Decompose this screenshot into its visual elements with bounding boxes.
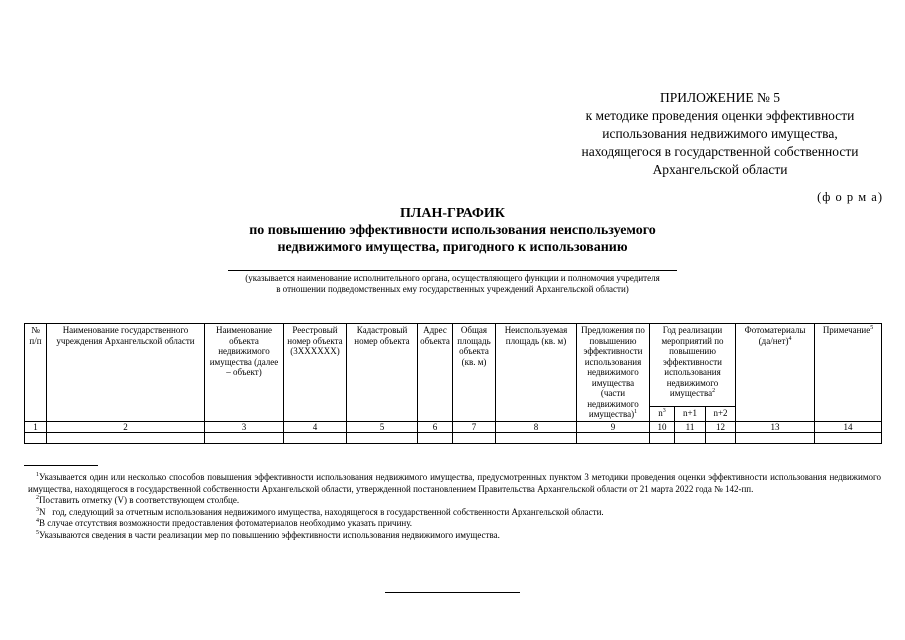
column-number-row: [25, 421, 882, 432]
appendix-line: Архангельской области: [652, 162, 788, 177]
column-number: 7: [453, 421, 496, 432]
footnote-1: $^1$Указывается один или несколько способов повышения эффективности использования недвижимого имущества, предусмотренных пунктом 3 методики проведения оценки эффективности использования недвижимого имущества, находящегося в государственной собственности Архангельской области, утвержденной постановлением Правительства Архангельской области от 21 марта 2022 года № 142-пп.: [28, 472, 881, 494]
empty-cell[interactable]: [284, 432, 347, 443]
table-row: [25, 432, 882, 443]
header-implementation-year: Год реализации мероприятий по повышению эффективности использования недвижимого имущества$^2$: [650, 324, 736, 407]
empty-cell[interactable]: [496, 432, 577, 443]
empty-cell[interactable]: [347, 432, 418, 443]
appendix-line: к методике проведения оценки эффективности: [585, 108, 855, 123]
org-caption-line: в отношении подведомственных ему государственных учреждений Архангельской области): [276, 284, 629, 294]
bottom-separator: [385, 592, 520, 593]
header-registry-number: Реестровый номер объекта (3ХХХХХХ): [284, 324, 347, 422]
footnotes: [28, 472, 881, 541]
header-institution: Наименование государственного учреждения Архангельской области: [47, 324, 205, 422]
column-number: 8: [496, 421, 577, 432]
org-caption-line: (указывается наименование исполнительного органа, осуществляющего функции и полномочия учредителя: [245, 273, 660, 283]
appendix-block: [520, 89, 905, 179]
column-number: 2: [47, 421, 205, 432]
column-number: 6: [418, 421, 453, 432]
column-number: 14: [815, 421, 882, 432]
column-number: 10: [650, 421, 675, 432]
footnote-separator: [24, 465, 98, 466]
footnote-4: $^4$В случае отсутствия возможности предоставления фотоматериалов необходимо указать причину.: [36, 518, 413, 528]
header-year-n2: n+2: [706, 406, 736, 421]
header-number: № п/п: [25, 324, 47, 422]
empty-cell[interactable]: [650, 432, 675, 443]
column-number: 13: [736, 421, 815, 432]
header-object-name: Наименование объекта недвижимого имущества (далее – объект): [205, 324, 284, 422]
empty-cell[interactable]: [205, 432, 284, 443]
empty-cell[interactable]: [675, 432, 706, 443]
header-unused-area: Неиспользуемая площадь (кв. м): [496, 324, 577, 422]
header-note: Примечание$^5$: [815, 324, 882, 422]
title-line: недвижимого имущества, пригодного к использованию: [277, 240, 628, 255]
appendix-line: находящегося в государственной собственности: [581, 144, 859, 159]
header-total-area: Общая площадь объекта (кв. м): [453, 324, 496, 422]
plan-table: [24, 323, 882, 444]
empty-cell[interactable]: [577, 432, 650, 443]
form-note: (ф о р м а): [817, 190, 883, 204]
title-line: ПЛАН-ГРАФИК: [400, 206, 505, 221]
header-proposals: Предложения по повышению эффективности использования недвижимого имущества (части недвижимого имущества)$^1$: [577, 324, 650, 422]
title-line: по повышению эффективности использования неиспользуемого: [249, 223, 656, 238]
column-number: 9: [577, 421, 650, 432]
footnote-5: $^5$Указываются сведения в части реализации мер по повышению эффективности использования недвижимого имущества.: [36, 529, 500, 540]
footnote-3: $^3$N год, следующий за отчетным использования недвижимого имущества, находящегося в государственной собственности Архангельской области.: [36, 506, 604, 517]
org-name-fill-line: [228, 270, 677, 271]
footnote-2: $^2$Поставить отметку (V) в соответствующем столбце.: [36, 495, 240, 505]
header-cadastral-number: Кадастровый номер объекта: [347, 324, 418, 422]
column-number: 11: [675, 421, 706, 432]
header-year-n1: n+1: [675, 406, 706, 421]
table-header-row: [25, 324, 882, 407]
column-number: 5: [347, 421, 418, 432]
column-number: 4: [284, 421, 347, 432]
column-number: 1: [25, 421, 47, 432]
empty-cell[interactable]: [815, 432, 882, 443]
header-photos: Фотоматериалы $(да/нет)^4$: [736, 324, 815, 422]
org-caption: [200, 273, 705, 295]
appendix-title: ПРИЛОЖЕНИЕ № 5: [659, 90, 781, 105]
empty-cell[interactable]: [736, 432, 815, 443]
document-title: [0, 205, 905, 256]
empty-cell[interactable]: [706, 432, 736, 443]
empty-cell[interactable]: [418, 432, 453, 443]
header-year-n: $n^3$: [650, 406, 675, 421]
empty-cell[interactable]: [47, 432, 205, 443]
empty-cell[interactable]: [453, 432, 496, 443]
empty-cell[interactable]: [25, 432, 47, 443]
column-number: 12: [706, 421, 736, 432]
appendix-line: использования недвижимого имущества,: [602, 126, 838, 141]
header-address: Адрес объекта: [418, 324, 453, 422]
column-number: 3: [205, 421, 284, 432]
